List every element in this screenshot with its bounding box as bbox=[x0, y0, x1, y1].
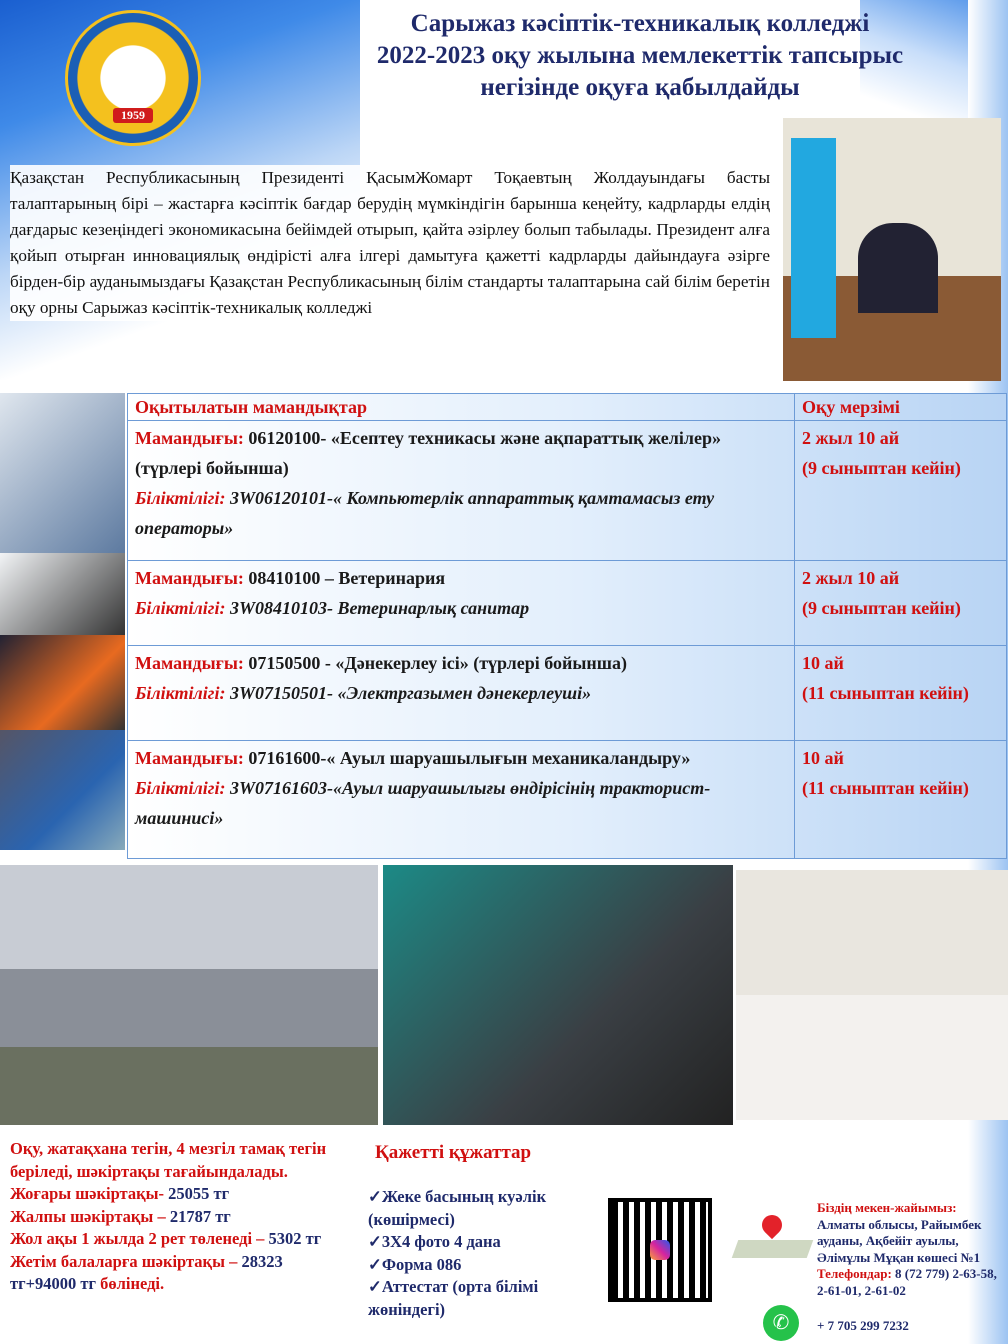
documents-title: Қажетті құжаттар bbox=[375, 1142, 532, 1163]
intro-paragraph: Қазақстан Республикасының Президенті ҚасымЖомарт Тоқаевтың Жолдауындағы басты талаптарының бірі – жастарға кәсіптік бағдар берудің мүмкіндігін барынша кеңейту, кадрларды елдің дағдарыс кезеңіндегі экономикасына бейімдей отырып, қайта әзірлеу болып табылады. Президент алға қойып отырған инновациялық өндірісті алға ілгері дамытуға қажетті кадрларды дайындауға әзірге бірден-бір ауданымыздағы Қазақстан Республикасының білім стандарты талаптарына сай білім беретін оқу орны Сарыжаз кәсіптік-техникалық колледжі bbox=[10, 165, 770, 321]
qual-label: Біліктілігі: bbox=[135, 488, 226, 508]
logo-year: 1959 bbox=[113, 108, 153, 123]
spec-label: Мамандығы: bbox=[135, 428, 244, 448]
instagram-qr-code[interactable] bbox=[608, 1198, 712, 1302]
benefit-label: Жалпы шәкіртақы – bbox=[10, 1206, 166, 1226]
title-line: Сарыжаз кәсіптік-техникалық колледжі bbox=[410, 10, 870, 37]
spec-label: Мамандығы: bbox=[135, 568, 244, 588]
benefits-info bbox=[10, 1138, 350, 1296]
benefit-suffix: бөлінеді. bbox=[95, 1274, 165, 1293]
qual-label: Біліктілігі: bbox=[135, 683, 226, 703]
phones: 8 (72 779) 2-63-58, 2-61-01, 2-61-02 bbox=[817, 1266, 997, 1298]
spec: 07150500 - «Дәнекерлеу ісі» (түрлері бойынша) bbox=[243, 653, 627, 673]
duration: 2 жыл 10 ай bbox=[802, 428, 900, 448]
table-row bbox=[128, 646, 1007, 741]
table-row bbox=[128, 421, 1007, 561]
benefits-intro: Оқу, жатақхана тегін, 4 мезгіл тамақ тегін беріледі, шәкіртақы тағайындалады. bbox=[10, 1139, 327, 1181]
person bbox=[858, 223, 938, 313]
document-item: ✓Аттестат (орта білімі жөніндегі) bbox=[368, 1277, 539, 1319]
spec: 06120100- «Есептеу техникасы және ақпараттық желілер» (түрлері бойынша) bbox=[135, 428, 721, 478]
document-item: ✓Жеке басының куәлік (көшірмесі) bbox=[368, 1187, 547, 1229]
table-row bbox=[128, 561, 1007, 646]
document-item: ✓Форма 086 bbox=[368, 1254, 462, 1274]
benefit-label: Жол ақы 1 жылда 2 рет төленеді – bbox=[10, 1229, 265, 1248]
page-title bbox=[345, 8, 935, 104]
benefit-value: 5302 тг bbox=[264, 1229, 322, 1248]
benefit-item bbox=[10, 1251, 350, 1296]
title-line: 2022-2023 оқу жылына мемлекеттік тапсырыс bbox=[376, 42, 904, 69]
duration-note: (9 сыныптан кейін) bbox=[802, 598, 961, 618]
benefit-label: Жоғары шәкіртақы- bbox=[10, 1184, 164, 1203]
duration: 10 ай bbox=[802, 653, 844, 673]
benefit-item bbox=[10, 1183, 350, 1206]
title-line: негізінде оқуға қабылдайды bbox=[480, 74, 800, 101]
benefit-value: 28323 тг+94000 тг bbox=[10, 1251, 283, 1293]
college-building-photo bbox=[0, 865, 378, 1125]
spec-label: Мамандығы: bbox=[135, 653, 244, 673]
contact-address bbox=[817, 1200, 1007, 1299]
benefit-value: 21787 тг bbox=[165, 1206, 231, 1226]
qual-label: Біліктілігі: bbox=[135, 598, 226, 618]
address-label: Біздің мекен-жайымыз: bbox=[817, 1200, 957, 1215]
benefit-label: Жетім балаларға шәкіртақы – bbox=[10, 1251, 238, 1271]
qual: 3W07150501- «Электргазымен дәнекерлеуші» bbox=[225, 683, 592, 703]
qual: 3W07161603-«Ауыл шаруашылығы өндірісінің тракторист-машинисі» bbox=[135, 778, 711, 828]
address: Алматы облысы, Райымбек ауданы, Ақбейіт ауылы, Әлімұлы Мұқан көшесі №1 bbox=[817, 1216, 982, 1265]
mechanic-photo bbox=[0, 730, 125, 850]
phone-label: Телефондар: bbox=[817, 1266, 892, 1281]
document-item: ✓3Х4 фото 4 дана bbox=[368, 1232, 501, 1251]
benefit-value: 25055 тг bbox=[164, 1184, 230, 1203]
spec: 07161600-« Ауыл шаруашылығын механикаландыру» bbox=[243, 748, 691, 768]
header-duration: Оқу мерзімі bbox=[795, 394, 1007, 421]
duration-note: (11 сыныптан кейін) bbox=[802, 778, 969, 798]
duration-note: (11 сыныптан кейін) bbox=[802, 683, 969, 703]
duration-note: (9 сыныптан кейін) bbox=[802, 458, 961, 478]
specialties-table bbox=[127, 393, 1007, 859]
flag bbox=[791, 138, 836, 338]
map-icon bbox=[732, 1240, 814, 1258]
director-photo bbox=[783, 118, 1001, 381]
header-specialties: Оқытылатын мамандықтар bbox=[128, 394, 795, 421]
whatsapp-number: + 7 705 299 7232 bbox=[817, 1318, 909, 1333]
college-logo bbox=[65, 10, 201, 146]
spec: 08410100 – Ветеринария bbox=[243, 568, 446, 588]
cooking-class-photo bbox=[736, 870, 1008, 1120]
table-row bbox=[128, 741, 1007, 859]
benefit-item bbox=[10, 1228, 350, 1251]
spec-label: Мамандығы: bbox=[135, 748, 244, 768]
welding-photo bbox=[0, 635, 125, 730]
workshop-welding-photo bbox=[383, 865, 733, 1125]
benefit-item bbox=[10, 1206, 350, 1229]
duration: 2 жыл 10 ай bbox=[802, 568, 900, 588]
veterinary-photo bbox=[0, 553, 125, 635]
student-computer-photo bbox=[0, 393, 125, 553]
qual: 3W08410103- Ветеринарлық санитар bbox=[225, 598, 530, 618]
duration: 10 ай bbox=[802, 748, 844, 768]
qual: 3W06120101-« Компьютерлік аппараттық қамтамасыз ету операторы» bbox=[135, 488, 715, 538]
qual-label: Біліктілігі: bbox=[135, 778, 226, 798]
whatsapp-icon: ✆ bbox=[763, 1305, 799, 1341]
documents-list bbox=[368, 1186, 593, 1321]
